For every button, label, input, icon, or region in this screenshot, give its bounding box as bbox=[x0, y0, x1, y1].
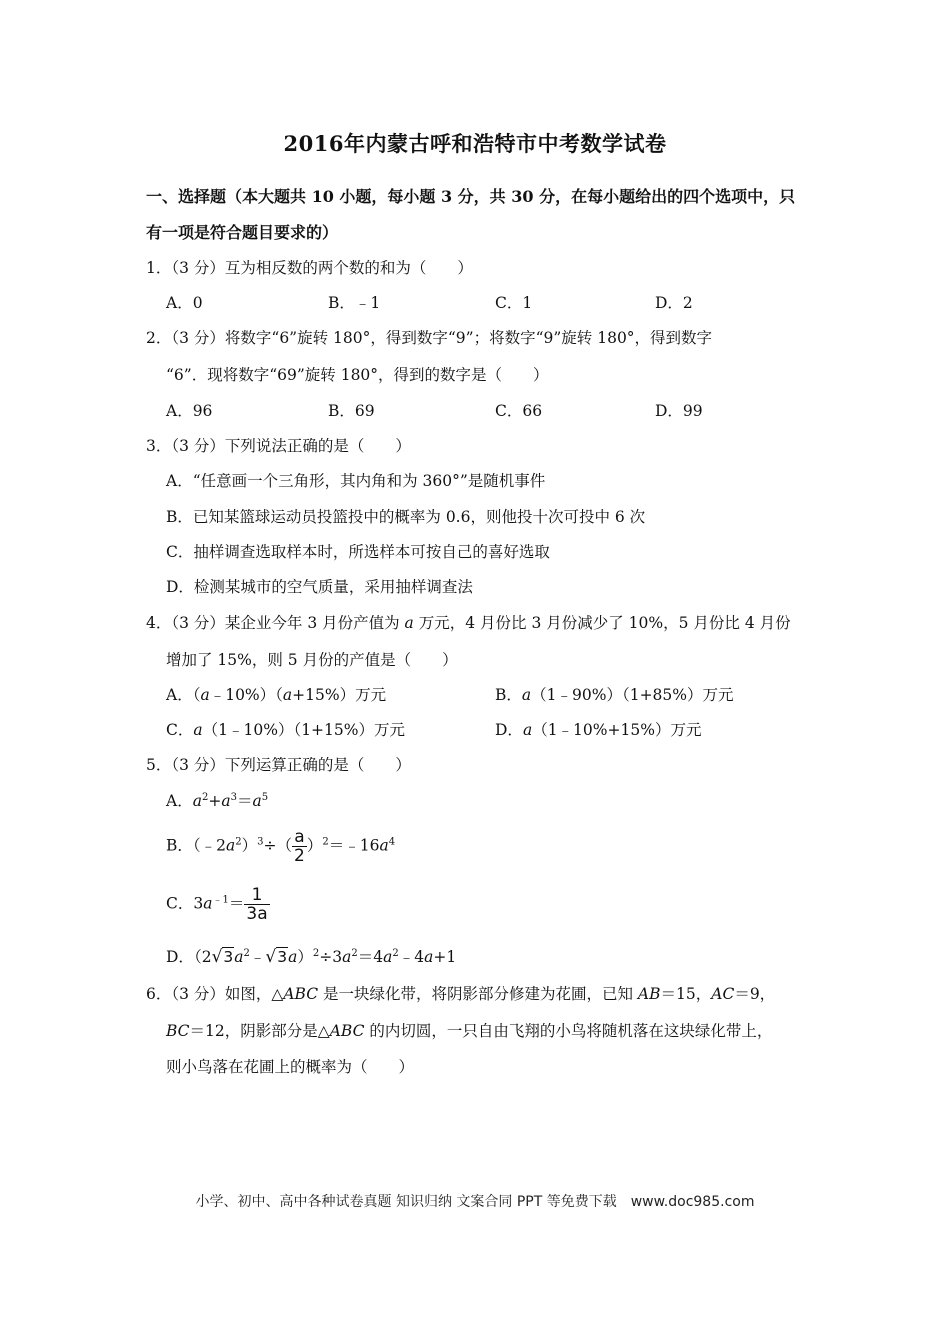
question-3-option-b: B．已知某篮球运动员投篮投中的概率为 0.6，则他投十次可投中 6 次 bbox=[166, 508, 646, 526]
question-3-option-c: C．抽样调查选取样本时，所选样本可按自己的喜好选取 bbox=[166, 543, 550, 561]
question-2-option-a: A．96 bbox=[166, 402, 213, 420]
question-3-option-d: D．检测某城市的空气质量，采用抽样调查法 bbox=[166, 578, 473, 596]
fraction-a-over-2: $\frac{a}{2}$ bbox=[294, 827, 305, 866]
question-4-option-d: D．a（1﹣10%+15%）万元 bbox=[495, 721, 702, 739]
question-2-option-b: B．69 bbox=[328, 402, 375, 420]
sqrt-3: √3 bbox=[211, 947, 234, 967]
question-6-stem-line2: BC＝12，阴影部分是△ABC 的内切圆，一只自由飞翔的小鸟将随机落在这块绿化带上， bbox=[166, 1022, 773, 1040]
section-heading-line1: 一、选择题（本大题共 10 小题，每小题 3 分，共 30 分，在每小题给出的四个选项中，只 bbox=[146, 187, 796, 206]
question-5-stem: 5．（3 分）下列运算正确的是（ ） bbox=[146, 756, 411, 774]
section-heading-line2: 有一项是符合题目要求的） bbox=[146, 223, 339, 242]
question-1-option-b: B．﹣1 bbox=[328, 294, 381, 312]
question-1-option-a: A．0 bbox=[166, 294, 203, 312]
question-4-stem-line1: 4．（3 分）某企业今年 3 月份产值为 a 万元，4 月份比 3 月份减少了 10%，5 月份比 4 月份 bbox=[146, 614, 791, 632]
sqrt-3: √3 bbox=[265, 947, 288, 967]
page-footer: 小学、初中、高中各种试卷真题 知识归纳 文案合同 PPT 等免费下载 www.doc985.com bbox=[195, 1194, 755, 1210]
question-2-option-d: D．99 bbox=[655, 402, 703, 420]
question-1-option-d: D．2 bbox=[655, 294, 693, 312]
question-2-option-c: C．66 bbox=[495, 402, 543, 420]
question-4-option-a: A．（a﹣10%）（a+15%）万元 bbox=[166, 686, 387, 704]
question-6-stem-line1: 6．（3 分）如图，△ABC 是一块绿化带，将阴影部分修建为花圃，已知 AB＝15，AC＝9， bbox=[146, 985, 776, 1003]
question-6-stem-line3: 则小鸟落在花圃上的概率为（ ） bbox=[166, 1058, 415, 1076]
question-5-option-d: D．$(2√3a^2﹣√3a)^2\div 3a^2=4a^2﹣4a+1$ bbox=[166, 947, 457, 967]
page-title: 2016年内蒙古呼和浩特市中考数学试卷 bbox=[283, 131, 667, 156]
question-4-option-b: B．a（1﹣90%）（1+85%）万元 bbox=[495, 686, 734, 704]
question-5-option-a: A．$a^2+a^3=a^5$ bbox=[166, 791, 269, 810]
question-5-option-b: B．$(﹣2a^2)^3\div$（ $\frac{a}{2}$ ）$^2=﹣16a^4$ bbox=[166, 827, 396, 866]
question-2-stem-line2: “6”．现将数字“69”旋转 180°，得到的数字是（ ） bbox=[166, 366, 549, 384]
fraction-1-over-3a: $\frac{1}{3a}$ bbox=[246, 885, 268, 924]
question-3-stem: 3．（3 分）下列说法正确的是（ ） bbox=[146, 437, 411, 455]
question-1-option-c: C．1 bbox=[495, 294, 533, 312]
question-4-option-c: C．a（1﹣10%）（1+15%）万元 bbox=[166, 721, 405, 739]
question-5-option-c: C．$3a^{﹣1}=$ $\frac{1}{3a}$ bbox=[166, 885, 268, 924]
question-3-option-a: A．“任意画一个三角形，其内角和为 360°”是随机事件 bbox=[166, 472, 546, 490]
question-4-stem-line2: 增加了 15%，则 5 月份的产值是（ ） bbox=[166, 651, 458, 669]
question-2-stem-line1: 2．（3 分）将数字“6”旋转 180°，得到数字“9”；将数字“9”旋转 180°，得到数字 bbox=[146, 329, 713, 347]
question-1-stem: 1．（3 分）互为相反数的两个数的和为（ ） bbox=[146, 259, 473, 277]
